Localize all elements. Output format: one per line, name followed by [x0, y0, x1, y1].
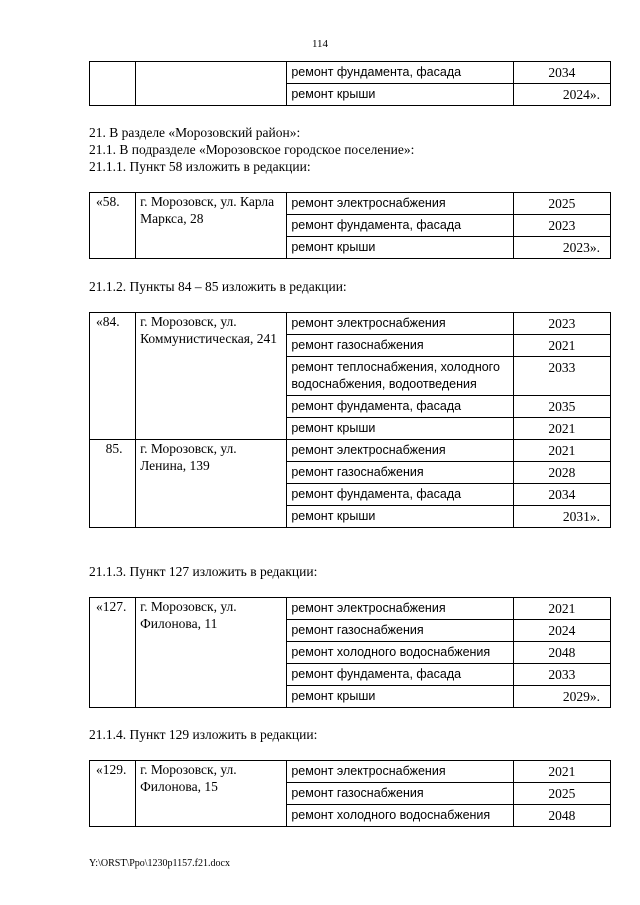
work-cell: ремонт фундамента, фасада: [287, 62, 513, 84]
work-cell: ремонт крыши: [287, 506, 513, 528]
work-cell: ремонт электроснабжения: [287, 313, 513, 335]
work-cell: ремонт фундамента, фасада: [287, 215, 513, 237]
year-cell: 2031».: [513, 506, 610, 528]
year-cell: 2034: [513, 484, 610, 506]
work-cell: ремонт газоснабжения: [287, 462, 513, 484]
work-cell: ремонт газоснабжения: [287, 335, 513, 357]
table-item-58: [89, 192, 611, 259]
paragraph-21-1-3: 21.1.3. Пункт 127 изложить в редакции:: [89, 564, 318, 579]
year-cell: 2023: [513, 313, 610, 335]
paragraph-21-1-1: 21.1.1. Пункт 58 изложить в редакции:: [89, 159, 311, 174]
year-cell: 2048: [513, 642, 610, 664]
item-address: г. Морозовск, ул. Коммунистическая, 241: [136, 313, 287, 440]
work-cell: ремонт газоснабжения: [287, 620, 513, 642]
year-cell: 2029».: [513, 686, 610, 708]
table-row: [90, 193, 611, 215]
table-row: [90, 761, 611, 783]
table-item-129: [89, 760, 611, 827]
work-cell: ремонт электроснабжения: [287, 440, 513, 462]
year-cell: 2025: [513, 193, 610, 215]
paragraph-21: 21. В разделе «Морозовский район»:: [89, 125, 301, 140]
paragraph-21-1-4: 21.1.4. Пункт 129 изложить в редакции:: [89, 727, 318, 742]
work-cell: ремонт крыши: [287, 84, 513, 106]
work-cell: ремонт крыши: [287, 237, 513, 259]
num-cell: [90, 62, 136, 106]
work-cell: ремонт электроснабжения: [287, 761, 513, 783]
year-cell: 2033: [513, 664, 610, 686]
item-number: 85.: [90, 440, 136, 528]
page-number: 114: [311, 38, 329, 50]
year-cell: 2024».: [513, 84, 610, 106]
year-cell: 2034: [513, 62, 610, 84]
year-cell: 2028: [513, 462, 610, 484]
work-cell: ремонт газоснабжения: [287, 783, 513, 805]
work-cell: ремонт крыши: [287, 686, 513, 708]
year-cell: 2033: [513, 357, 610, 396]
year-cell: 2021: [513, 335, 610, 357]
year-cell: 2021: [513, 598, 610, 620]
table-continuation: [89, 61, 611, 106]
work-cell: ремонт фундамента, фасада: [287, 484, 513, 506]
table-row: [90, 313, 611, 335]
address-cell: [136, 62, 287, 106]
item-address: г. Морозовск, ул. Карла Маркса, 28: [136, 193, 287, 259]
item-number: «127.: [90, 598, 136, 708]
item-number: «84.: [90, 313, 136, 440]
item-number: «58.: [90, 193, 136, 259]
paragraph-21-1: 21.1. В подразделе «Морозовское городское поселение»:: [89, 142, 415, 157]
work-cell: ремонт холодного водоснабжения: [287, 642, 513, 664]
item-address: г. Морозовск, ул. Филонова, 11: [136, 598, 287, 708]
table-row: [90, 440, 611, 462]
year-cell: 2021: [513, 761, 610, 783]
year-cell: 2021: [513, 418, 610, 440]
year-cell: 2048: [513, 805, 610, 827]
work-cell: ремонт фундамента, фасада: [287, 664, 513, 686]
year-cell: 2021: [513, 440, 610, 462]
item-address: г. Морозовск, ул. Филонова, 15: [136, 761, 287, 827]
table-items-84-85: [89, 312, 611, 528]
year-cell: 2024: [513, 620, 610, 642]
table-row: [90, 62, 611, 84]
item-number: «129.: [90, 761, 136, 827]
year-cell: 2023: [513, 215, 610, 237]
year-cell: 2025: [513, 783, 610, 805]
work-cell: ремонт теплоснабжения, холодного водоснабжения, водоотведения: [287, 357, 513, 396]
table-item-127: [89, 597, 611, 708]
work-cell: ремонт холодного водоснабжения: [287, 805, 513, 827]
work-cell: ремонт фундамента, фасада: [287, 396, 513, 418]
year-cell: 2035: [513, 396, 610, 418]
work-cell: ремонт крыши: [287, 418, 513, 440]
work-cell: ремонт электроснабжения: [287, 598, 513, 620]
footer-file-path: Y:\ORST\Ppo\1230p1157.f21.docx: [89, 858, 230, 869]
table-row: [90, 598, 611, 620]
year-cell: 2023».: [513, 237, 610, 259]
work-cell: ремонт электроснабжения: [287, 193, 513, 215]
item-address: г. Морозовск, ул. Ленина, 139: [136, 440, 287, 528]
paragraph-21-1-2: 21.1.2. Пункты 84 – 85 изложить в редакции:: [89, 279, 347, 294]
